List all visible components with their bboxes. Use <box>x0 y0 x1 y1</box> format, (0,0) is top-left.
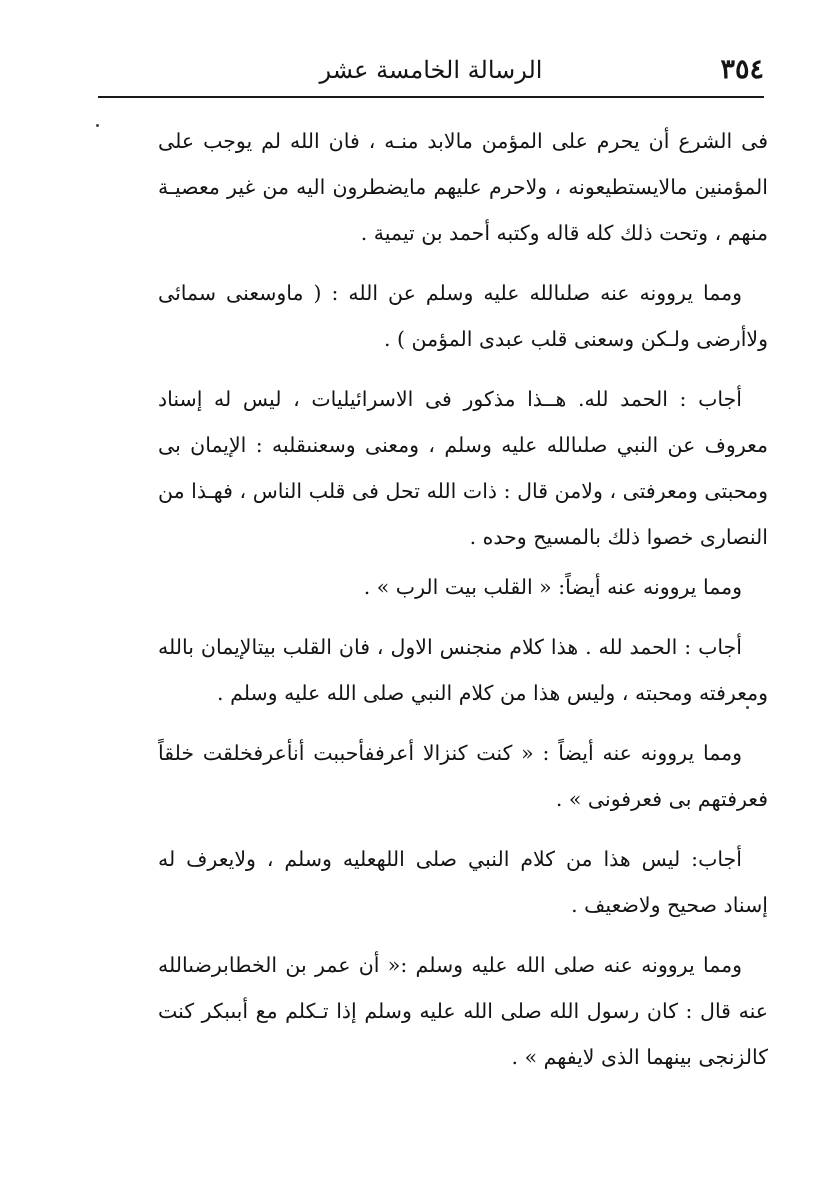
paragraph-question: ومما يروونه عنه صلىالله عليه وسلم عن الله : ( ماوسعنى سمائى ولاأرضى ولـكن وسعنى قلب عبدى المؤمن ) . <box>158 281 768 351</box>
ink-speck <box>96 124 99 127</box>
paragraph-question: ومما يروونه عنه أيضاً: « القلب بيت الرب » . <box>363 575 742 599</box>
page-number: ٣٥٤ <box>720 54 764 85</box>
paragraph-continuation: فى الشرع أن يحرم على المؤمن مالابد منـه ، فان الله لم يوجب على المؤمنين مالايستطيعونه ، ولاحرم عليهم مايضطرون اليه من غير معصيـة منهم ، وتحت ذلك كله قاله وكتبه أحمد بن تيمية . <box>158 129 768 245</box>
running-title: الرسالة الخامسة عشر <box>319 56 543 84</box>
paragraph-question: ومما يروونه عنه أيضاً : « كنت كنزالا أعرففأحببت أنأعرفخلقت خلقاً فعرفتهم بى فعرفونى » . <box>158 741 768 811</box>
body-text <box>158 118 768 1080</box>
paragraph-question: ومما يروونه عنه صلى الله عليه وسلم :« أن عمر بن الخطابرضىالله عنه قال : كان رسول الله صلى الله عليه وسلم إذا تـكلم مع أبىبكر كنت كالزنجى بينهما الذى لايفهم » . <box>158 953 768 1069</box>
page-header <box>98 44 764 98</box>
paragraph-answer: أجاب : الحمد لله. هــذا مذكور فى الاسرائيليات ، ليس له إسناد معروف عن النبي صلىالله عليه وسلم ، ومعنى وسعنىقلبه : الإيمان بى ومحبتى ومعرفتى ، ولامن قال : ذات الله تحل فى قلب الناس ، فهـذا من النصارى خصوا ذلك بالمسيح وحده . <box>158 387 768 549</box>
header-rule <box>98 96 764 98</box>
paragraph-answer: أجاب : الحمد لله . هذا كلام منجنس الاول ، فان القلب بيتالإيمان بالله ومعرفته ومحبته ، وليس هذا من كلام النبي صلى الله عليه وسلم . <box>158 635 768 705</box>
paragraph-answer: أجاب: ليس هذا من كلام النبي صلى اللهعليه وسلم ، ولايعرف له إسناد صحيح ولاضعيف . <box>158 847 768 917</box>
